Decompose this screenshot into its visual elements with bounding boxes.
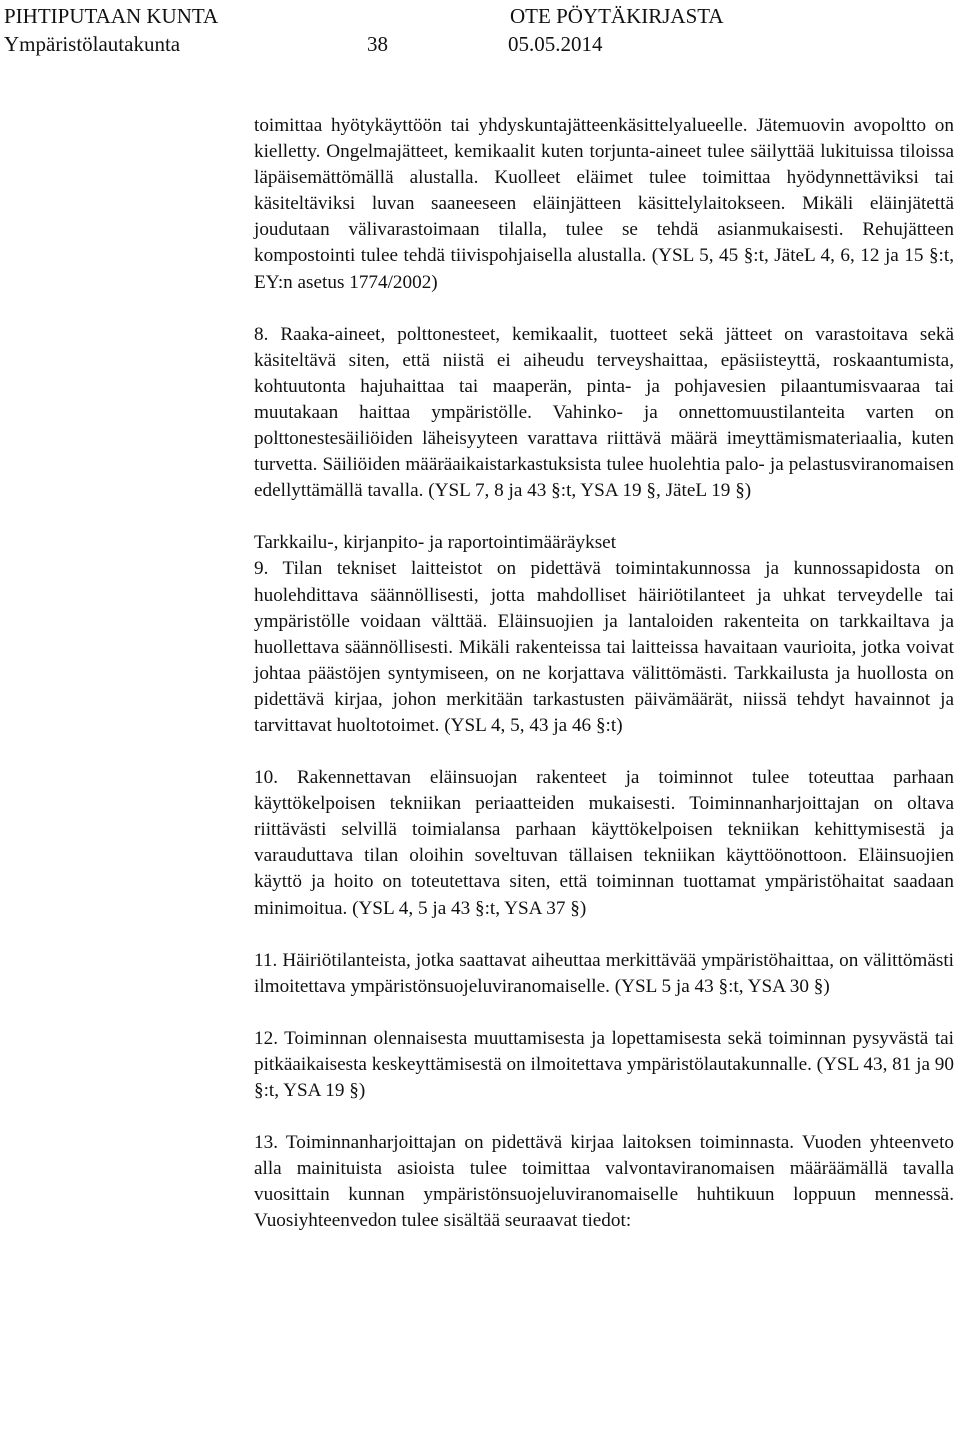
paragraph-11: 11. Häiriötilanteista, jotka saattavat aiheuttaa merkittävää ympäristöhaittaa, on välittömästi ilmoitettava ympäristönsuojeluviranomaiselle. (YSL 5 ja 43 §:t, YSA 30 §) <box>254 949 954 997</box>
meeting-date: 05.05.2014 <box>508 32 603 56</box>
page-number: 38 <box>367 32 388 56</box>
document-body <box>254 113 954 1234</box>
document-type: OTE PÖYTÄKIRJASTA <box>510 4 724 28</box>
paragraph-13: 13. Toiminnanharjoittajan on pidettävä kirjaa laitoksen toiminnasta. Vuoden yhteenveto alla mainituista asioista tulee toimittaa valvontaviranomaisen määräämällä tavalla vuosittain kunnan ympäristönsuojeluviranomaiselle huhtikuun loppuun mennessä. Vuosiyhteenvedon tulee sisältää seuraavat tiedot: <box>254 1132 954 1232</box>
document-header <box>0 0 960 60</box>
paragraph-10: 10. Rakennettavan eläinsuojan rakenteet ja toiminnot tulee toteuttaa parhaan käyttökelpoisen tekniikan periaatteiden mukaisesti. Toiminnanharjoittajan on oltava riittävästi selvillä toimialansa parhaan käyttökelpoisen tekniikan kehittymisestä ja varauduttava tilan oloihin soveltuvan tällaisen tekniikan käyttöönottoon. Eläinsuojien käyttö ja hoito on toteutettava siten, että toiminnan tuottamat ympäristöhaitat saadaan minimoitua. (YSL 4, 5 ja 43 §:t, YSA 37 §) <box>254 767 954 919</box>
municipality-name: PIHTIPUTAAN KUNTA <box>4 4 219 28</box>
paragraph-8-text: 8. Raaka-aineet, polttonesteet, kemikaalit, tuotteet sekä jätteet on varastoitava sekä käsiteltävä siten, että niistä ei aiheudu terveyshaittaa, epäsiisteyttä, roskaantumista, kohtuutonta hajuhaittaa tai maaperän, pinta- ja pohjavesien pilaantumisvaaraa tai muutakaan haittaa ympäristölle. Vahinko- ja onnettomuustilanteita varten on polttonestesäiliöiden läheisyyteen varattava riittävä määrä imeyttämismateriaalia, kuten turvetta. Säiliöiden määräaikaistarkastuksista tulee huolehtia palo- ja pelastusviranomaisen edellyttämällä tavalla. <box>254 323 954 502</box>
paragraph-8 <box>254 322 954 505</box>
paragraph-12: 12. Toiminnan olennaisesta muuttamisesta ja lopettamisesta sekä toiminnan pysyvästä tai pitkäaikaisesta keskeyttämisestä on ilmoitettava ympäristölautakunnalle. (YSL 43, 81 ja 90 §:t, YSA 19 §) <box>254 1027 954 1101</box>
board-name: Ympäristölautakunta <box>4 32 181 56</box>
paragraph-8-reference: (YSL 7, 8 ja 43 §:t, YSA 19 §, JäteL 19 §) <box>423 480 752 502</box>
section-heading: Tarkkailu-, kirjanpito- ja raportointimääräykset <box>254 532 617 554</box>
paragraph-9: 9. Tilan tekniset laitteistot on pidettävä toimintakunnossa ja kunnossapidosta on huolehdittava säännöllisesti, jotta mahdolliset häiriötilanteet ja uhkat terveydelle tai ympäristölle voidaan välttää. Eläinsuojien ja lantaloiden rakenteita on tarkkailtava ja huollettava säännöllisesti. Mikäli rakenteissa tai laitteissa havaitaan vaurioita, jotka voivat johtaa päästöjen syntymiseen, on ne korjattava välittömästi. Tarkkailusta ja huollosta on pidettävä kirjaa, johon merkitään tarkastusten päivämäärät, niissä tehdyt havainnot ja tarvittavat huoltotoimet. (YSL 4, 5, 43 ja 46 §:t) <box>254 558 954 736</box>
paragraph-intro: toimittaa hyötykäyttöön tai yhdyskuntajätteenkäsittelyalueelle. Jätemuovin avopoltto on kielletty. Ongelmajätteet, kemikaalit kuten torjunta-aineet tulee säilyttää lukituissa tiloissa läpäisemättömällä alustalla. Kuolleet eläimet tulee toimittaa hyödynnettäviksi tai käsiteltäviksi luvan saaneeseen eläinjätteen käsittelylaitokseen. Mikäli eläinjätettä joudutaan välivarastoimaan tilalla, tulee se tehdä asianmukaisesti. Rehujätteen kompostointi tulee tehdä tiivispohjaisella alustalla. (YSL 5, 45 §:t, JäteL 4, 6, 12 ja 15 §:t, EY:n asetus 1774/2002) <box>254 115 954 293</box>
